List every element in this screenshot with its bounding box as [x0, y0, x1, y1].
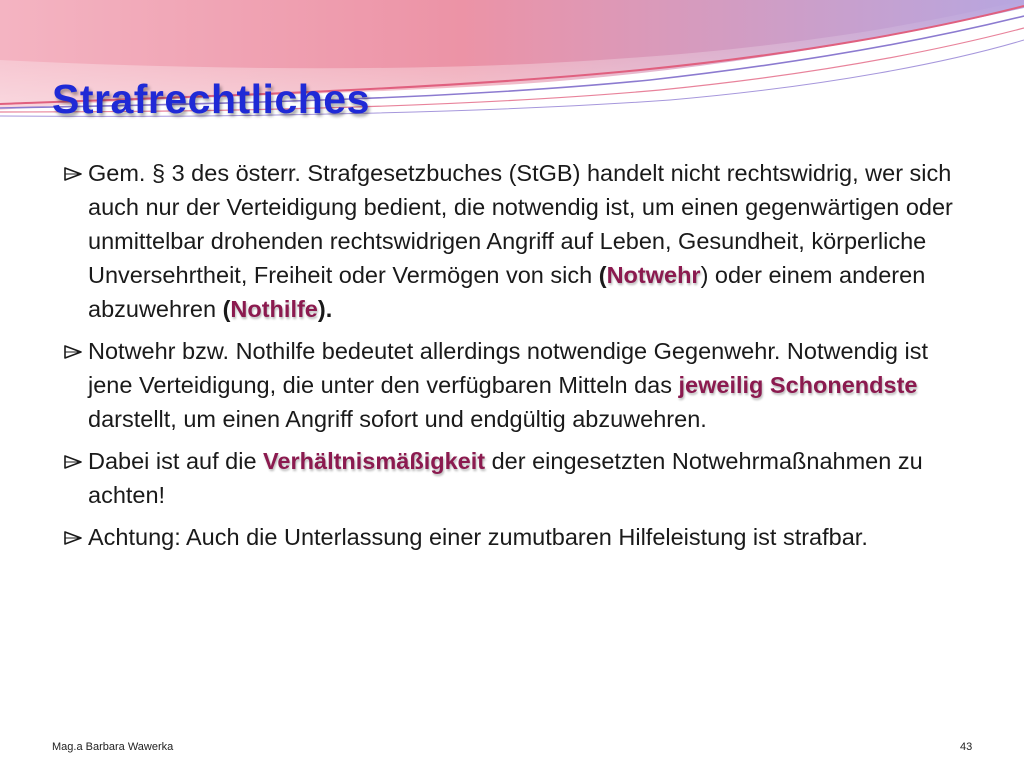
bullet-text: ) oder einem anderen abzuwehren [88, 262, 926, 322]
bullet-text: der eingesetzten Notwehrmaßnahmen zu achten! [88, 448, 923, 508]
term-nothilfe: Nothilfe [230, 296, 318, 322]
bullet-text-bold: ( [222, 296, 231, 322]
bullet-text: Gem. § 3 des österr. Strafgesetzbuches (StGB) handelt nicht rechtswidrig, wer sich auch nur der Verteidigung bedient, die notwendig ist, um einen gegenwärtigen oder unmittelbar drohenden rechtswidrigen Angriff auf Leben, Gesundheit, körperliche Unversehrtheit, Freiheit oder Vermögen von sich [88, 160, 953, 288]
arrow-bullet-icon [63, 166, 83, 182]
bullet-item [62, 156, 962, 326]
bullet-item [62, 520, 962, 554]
bullet-item [62, 334, 962, 436]
arrow-bullet-icon [63, 454, 83, 470]
bullet-text: Dabei ist auf die [88, 448, 264, 474]
bullet-text-bold: ). [317, 296, 333, 322]
slide-number: 43 [960, 741, 973, 753]
term-jeweilig-schonendste: jeweilig Schonendste [678, 372, 918, 398]
arrow-bullet-icon [63, 344, 83, 360]
bullet-list [62, 156, 962, 562]
footer-author: Mag.a Barbara Wawerka [52, 741, 174, 753]
bullet-text: Achtung: Auch die Unterlassung einer zumutbaren Hilfeleistung ist strafbar. [88, 524, 868, 550]
bullet-text: Notwehr bzw. Nothilfe bedeutet allerdings notwendige Gegenwehr. Notwendig ist jene Verteidigung, die unter den verfügbaren Mitteln das [88, 338, 928, 398]
term-notwehr: Notwehr [606, 262, 701, 288]
bullet-text: darstellt, um einen Angriff sofort und endgültig abzuwehren. [88, 406, 707, 432]
arrow-bullet-icon [63, 530, 83, 546]
bullet-text-bold: ( [598, 262, 607, 288]
slide-title: Strafrechtliches [52, 76, 370, 122]
bullet-item [62, 444, 962, 512]
term-verhaeltnismaessigkeit: Verhältnismäßigkeit [263, 448, 486, 474]
